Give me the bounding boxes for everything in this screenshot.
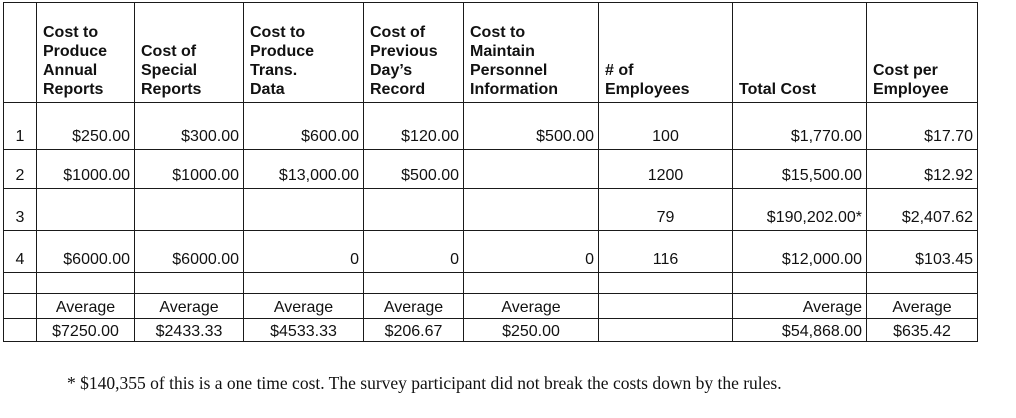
average-cost-per-employee: $635.42: [867, 319, 978, 342]
row-number: 4: [4, 231, 37, 273]
cell-annual-reports: [37, 189, 135, 231]
cell-total-cost: $1,770.00: [733, 103, 867, 150]
blank-cell: [135, 273, 244, 294]
average-label-row: [4, 294, 978, 319]
blank-row: [4, 273, 978, 294]
cell-special-reports: $300.00: [135, 103, 244, 150]
table-row: [4, 150, 978, 189]
average-previous-day-record: $206.67: [364, 319, 464, 342]
cell-previous-day-record: 0: [364, 231, 464, 273]
average-label: Average: [464, 294, 599, 319]
cell-employees: 79: [599, 189, 733, 231]
blank-cell: [364, 273, 464, 294]
cost-table-wrapper: [3, 2, 978, 342]
cell-personnel-info: [464, 150, 599, 189]
blank-cell: [599, 294, 733, 319]
average-values-row: [4, 319, 978, 342]
cell-previous-day-record: $500.00: [364, 150, 464, 189]
blank-cell: [4, 294, 37, 319]
cell-cost-per-employee: $12.92: [867, 150, 978, 189]
cell-total-cost: $190,202.00*: [733, 189, 867, 231]
cell-annual-reports: $1000.00: [37, 150, 135, 189]
cell-trans-data: 0: [244, 231, 364, 273]
table-row: [4, 231, 978, 273]
table-row: [4, 189, 978, 231]
average-employees: [599, 319, 733, 342]
blank-cell: [4, 273, 37, 294]
average-personnel-info: $250.00: [464, 319, 599, 342]
average-label: Average: [135, 294, 244, 319]
blank-cell: [4, 319, 37, 342]
cell-total-cost: $15,500.00: [733, 150, 867, 189]
cell-total-cost: $12,000.00: [733, 231, 867, 273]
cell-trans-data: $13,000.00: [244, 150, 364, 189]
cell-personnel-info: [464, 189, 599, 231]
blank-cell: [733, 273, 867, 294]
blank-cell: [37, 273, 135, 294]
average-label: Average: [867, 294, 978, 319]
cell-annual-reports: $250.00: [37, 103, 135, 150]
average-trans-data: $4533.33: [244, 319, 364, 342]
header-special-reports-cost: Cost of Special Reports: [135, 3, 244, 103]
footnote: * $140,355 of this is a one time cost. The survey participant did not break the costs down by the rules.: [67, 373, 782, 393]
average-label: Average: [364, 294, 464, 319]
cell-personnel-info: $500.00: [464, 103, 599, 150]
header-cost-per-employee: Cost per Employee: [867, 3, 978, 103]
cell-cost-per-employee: $103.45: [867, 231, 978, 273]
cell-trans-data: $600.00: [244, 103, 364, 150]
row-number: 2: [4, 150, 37, 189]
header-row: [4, 3, 978, 103]
header-row-number: [4, 3, 37, 103]
cell-special-reports: $6000.00: [135, 231, 244, 273]
row-number: 1: [4, 103, 37, 150]
cell-employees: 1200: [599, 150, 733, 189]
average-special-reports: $2433.33: [135, 319, 244, 342]
cell-cost-per-employee: $2,407.62: [867, 189, 978, 231]
header-trans-data-cost: Cost to Produce Trans. Data: [244, 3, 364, 103]
cell-personnel-info: 0: [464, 231, 599, 273]
header-previous-day-record-cost: Cost of Previous Day’s Record: [364, 3, 464, 103]
cell-previous-day-record: [364, 189, 464, 231]
average-annual-reports: $7250.00: [37, 319, 135, 342]
average-label: Average: [37, 294, 135, 319]
cell-annual-reports: $6000.00: [37, 231, 135, 273]
header-employees: # of Employees: [599, 3, 733, 103]
row-number: 3: [4, 189, 37, 231]
cell-special-reports: [135, 189, 244, 231]
average-total-cost: $54,868.00: [733, 319, 867, 342]
cell-employees: 116: [599, 231, 733, 273]
cell-employees: 100: [599, 103, 733, 150]
cell-special-reports: $1000.00: [135, 150, 244, 189]
blank-cell: [867, 273, 978, 294]
header-total-cost: Total Cost: [733, 3, 867, 103]
cost-table: [3, 2, 978, 342]
header-annual-reports-cost: Cost to Produce Annual Reports: [37, 3, 135, 103]
blank-cell: [464, 273, 599, 294]
cell-previous-day-record: $120.00: [364, 103, 464, 150]
blank-cell: [599, 273, 733, 294]
average-label: Average: [733, 294, 867, 319]
cell-cost-per-employee: $17.70: [867, 103, 978, 150]
cell-trans-data: [244, 189, 364, 231]
table-row: [4, 103, 978, 150]
average-label: Average: [244, 294, 364, 319]
header-personnel-info-cost: Cost to Maintain Personnel Information: [464, 3, 599, 103]
blank-cell: [244, 273, 364, 294]
